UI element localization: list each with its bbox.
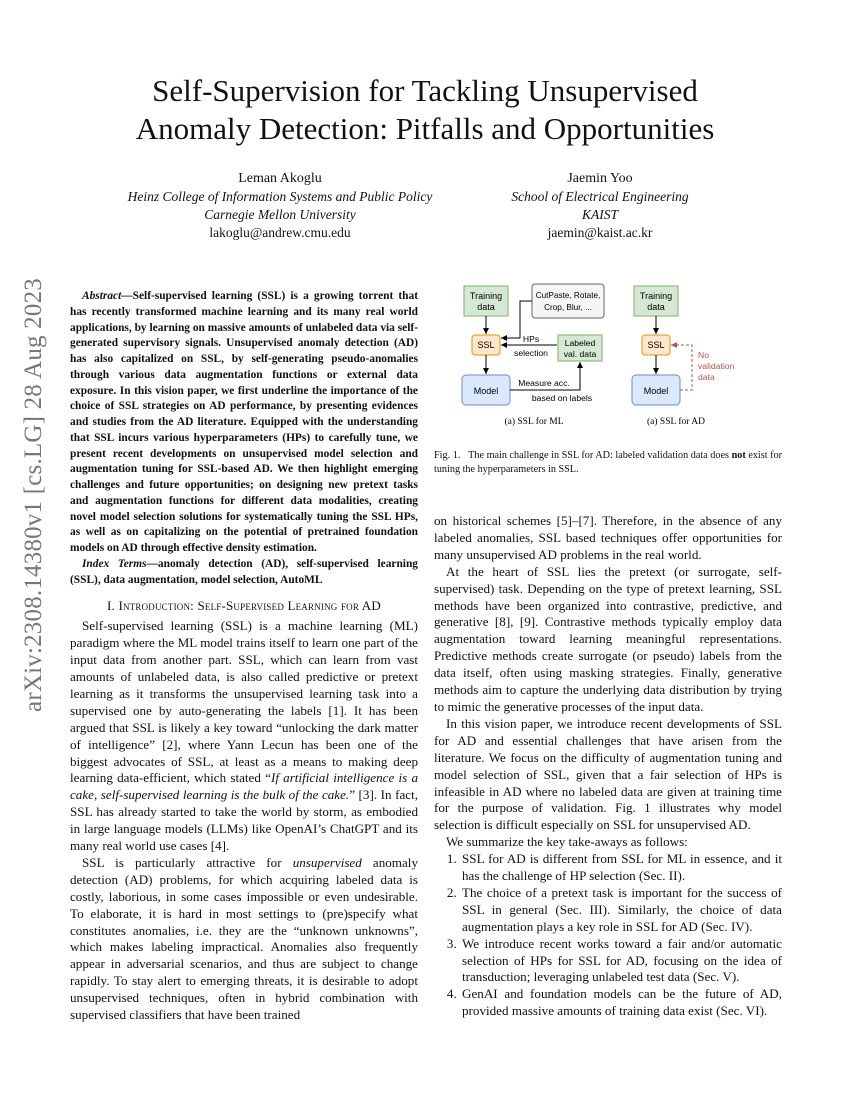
paragraph-text: Self-supervised learning (SSL) is a machine learning (ML) paradigm where the ML model trains itself to learn one part of the input data from another part. SSL, which can learn from vast amounts of unlabeled data, is also called predictive or pretext learning as it transforms the unsupervised learning task into a supervised one by auto-generating the labels [1]. It has been argued that SSL is likely a key toward “unlocking the dark matter of intelligence” [2], where Yann Lecun has been one of the biggest advocates of SSL, at least as a means to making deep learning data-efficient, which stated “	[70, 618, 418, 786]
measure-acc-label: Measure acc.	[518, 378, 570, 388]
no-validation-label: No	[698, 350, 709, 360]
paragraph	[70, 618, 418, 855]
subfigure-caption: (a) SSL for ML	[504, 417, 564, 427]
training-data-label: data	[647, 302, 665, 312]
index-terms	[70, 557, 418, 589]
author-email: lakoglu@andrew.cmu.edu	[209, 225, 351, 240]
ssl-for-ad-diagram	[632, 286, 735, 427]
author-name: Jaemin Yoo	[567, 171, 633, 186]
figure-caption-text: exist for tuning the hyperparameters in SSL.	[434, 450, 783, 475]
figure-caption-bold: not	[731, 450, 746, 461]
list-item: 2. The choice of a pretext task is important for the success of SSL in general (Sec. III). Similarly, the choice of data augmentation plays a key role in SSL for AD (Sec. IV).	[460, 885, 782, 936]
labeled-val-label: Labeled	[564, 338, 596, 348]
left-column	[70, 289, 418, 1024]
paragraph: At the heart of SSL lies the pretext (or surrogate, self-supervised) task. Depending on the type of pretext learning, SSL methods have been organized into contrastive, predictive, and generative [8], [9]. Contrastive methods typically employ data augmentation toward learning meaningful representations. Predictive methods create surrogate (or pseudo) labels from the data itself, often using masking strategies. Finally, generative methods aim to capture the underlying data distribution by trying to mimic the generative processes of the input data.	[434, 563, 782, 714]
arxiv-stamp-text: arXiv:2308.14380v1 [cs.LG] 28 Aug 2023	[20, 278, 47, 712]
title-line-2: Anomaly Detection: Pitfalls and Opportunities	[135, 111, 715, 146]
section-number: I.	[107, 598, 119, 614]
figure-caption	[434, 449, 782, 476]
model-label: Model	[473, 386, 499, 396]
figure-1	[434, 282, 784, 442]
right-column	[434, 513, 782, 1020]
author-email: jaemin@kaist.ac.kr	[547, 225, 653, 240]
labeled-val-label: val. data	[563, 349, 597, 359]
section-title: Introduction: Self-Supervised Learning for AD	[118, 598, 381, 614]
index-terms-lead: Index Terms	[82, 557, 147, 570]
paragraph	[70, 855, 418, 1024]
author-name: Leman Akoglu	[238, 171, 322, 186]
author-affiliation: School of Electrical Engineering	[511, 189, 689, 204]
augmentation-label: Crop, Blur, ...	[544, 303, 592, 312]
emphasis: unsupervised	[292, 854, 362, 870]
training-data-label: Training	[469, 291, 503, 301]
list-item: 4. GenAI and foundation models can be the future of AD, provided massive amounts of training data exist (Sec. VI).	[460, 986, 782, 1020]
augmentation-box	[532, 284, 604, 318]
abstract	[70, 289, 418, 557]
takeaways-list	[434, 851, 782, 1020]
figure-caption-label: Fig. 1.	[434, 450, 461, 461]
paragraph: We summarize the key take-aways as follows:	[446, 834, 688, 850]
list-item: 1. SSL for AD is different from SSL for ML in essence, and it has the challenge of HP selection (Sec. II).	[460, 851, 782, 885]
selection-label: selection	[514, 348, 548, 358]
index-terms-text: —anomaly detection (AD), self-supervised learning (SSL), data augmentation, model selection, AutoML	[70, 557, 418, 586]
training-data-label: data	[477, 302, 495, 312]
augmentation-label: CutPaste, Rotate,	[535, 291, 601, 300]
abstract-lead: Abstract	[82, 290, 122, 302]
abstract-text: —Self-supervised learning (SSL) is a growing torrent that has recently transformed machine learning and its many real world applications, by learning on massive amounts of unlabeled data via self-generated supervisory signals. Unsupervised anomaly detection (AD) has also capitalized on SSL, by self-generating pseudo-anomalies through various data augmentation functions or external data exposure. In this vision paper, we first underline the importance of the choice of SSL strategies on AD performance, by presenting evidences and studies from the AD literature. Equipped with the understanding that SSL incurs various hyperparameters (HPs) to carefully tune, we present recent developments on unsupervised model selection and augmentation tuning for SSL-based AD. We then highlight emerging challenges and future opportunities; on designing new pretext tasks and augmentation functions for different data modalities, creating novel model selection solutions for systematically tuning the SSL HPs, as well as on capitalizing on the potential of pretrained foundation models on AD through effective density estimation.	[70, 290, 418, 554]
title-line-1: Self-Supervision for Tackling Unsupervised	[152, 73, 698, 108]
list-item: 3. We introduce recent works toward a fair and/or automatic selection of HPs for SSL for AD, focusing on the idea of transduction; leveraging unlabeled test data (Sec. V).	[460, 936, 782, 987]
paragraph: on historical schemes [5]–[7]. Therefore, in the absence of any labeled anomalies, SSL based techniques offer opportunities for many unsupervised AD problems in the real world.	[434, 513, 782, 562]
no-validation-label: data	[698, 372, 715, 382]
paper-title	[60, 72, 790, 148]
paragraph-text: ” [3]. In fact, SSL has already started to take the world by storm, as embodied in large language models (LLMs) like OpenAI’s ChatGPT and its many real world use cases [4].	[70, 787, 418, 854]
ssl-label: SSL	[647, 340, 665, 350]
paragraph: In this vision paper, we introduce recent developments of SSL for AD and essential challenges that have arisen from the literature. We focus on the difficulty of augmentation tuning and model selection of SSL, given that a fair selection of HPs is infeasible in AD where no labeled data are given at training time for the purpose of validation. Fig. 1 illustrates why model selection is difficult especially on SSL for unsupervised AD.	[434, 715, 782, 833]
author-affiliation: KAIST	[581, 207, 618, 222]
author-block-1	[110, 170, 450, 242]
figure-caption-text: The main challenge in SSL for AD: labeled validation data does	[468, 450, 732, 461]
author-affiliation: Carnegie Mellon University	[204, 207, 356, 222]
no-validation-label: validation	[698, 361, 735, 371]
based-on-labels-label: based on labels	[531, 393, 593, 403]
lecun-quote: If artificial intelligence is a cake, self-supervised learning is the bulk of the cake.	[70, 770, 419, 803]
model-label: Model	[643, 386, 669, 396]
hps-label: HPs	[522, 334, 540, 344]
training-data-label: Training	[639, 291, 673, 301]
section-heading	[70, 598, 418, 614]
ssl-for-ml-diagram	[462, 284, 604, 427]
paragraph-text: anomaly detection (AD) problems, for which acquiring labeled data is costly, laborious, in some cases impossible or even undesirable. To elaborate, it is hard in most settings to (pre)specify what constitutes anomalies, i.e. they are the “unknown unknowns”, which makes labeling impractical. Anomalies also frequently appear in adversarial scenarios, and thus are subject to change rapidly. To stay alert to emerging threats, it is desirable to adopt unsupervised techniques, often in hybrid combination with supervised classifiers that have been trained	[70, 854, 418, 1023]
author-affiliation: Heinz College of Information Systems and Public Policy	[127, 189, 433, 204]
arxiv-stamp	[14, 278, 54, 712]
ssl-label: SSL	[477, 340, 495, 350]
author-block-2	[470, 170, 730, 242]
paragraph-text: SSL is particularly attractive for	[82, 854, 293, 870]
subfigure-caption: (a) SSL for AD	[647, 417, 705, 427]
